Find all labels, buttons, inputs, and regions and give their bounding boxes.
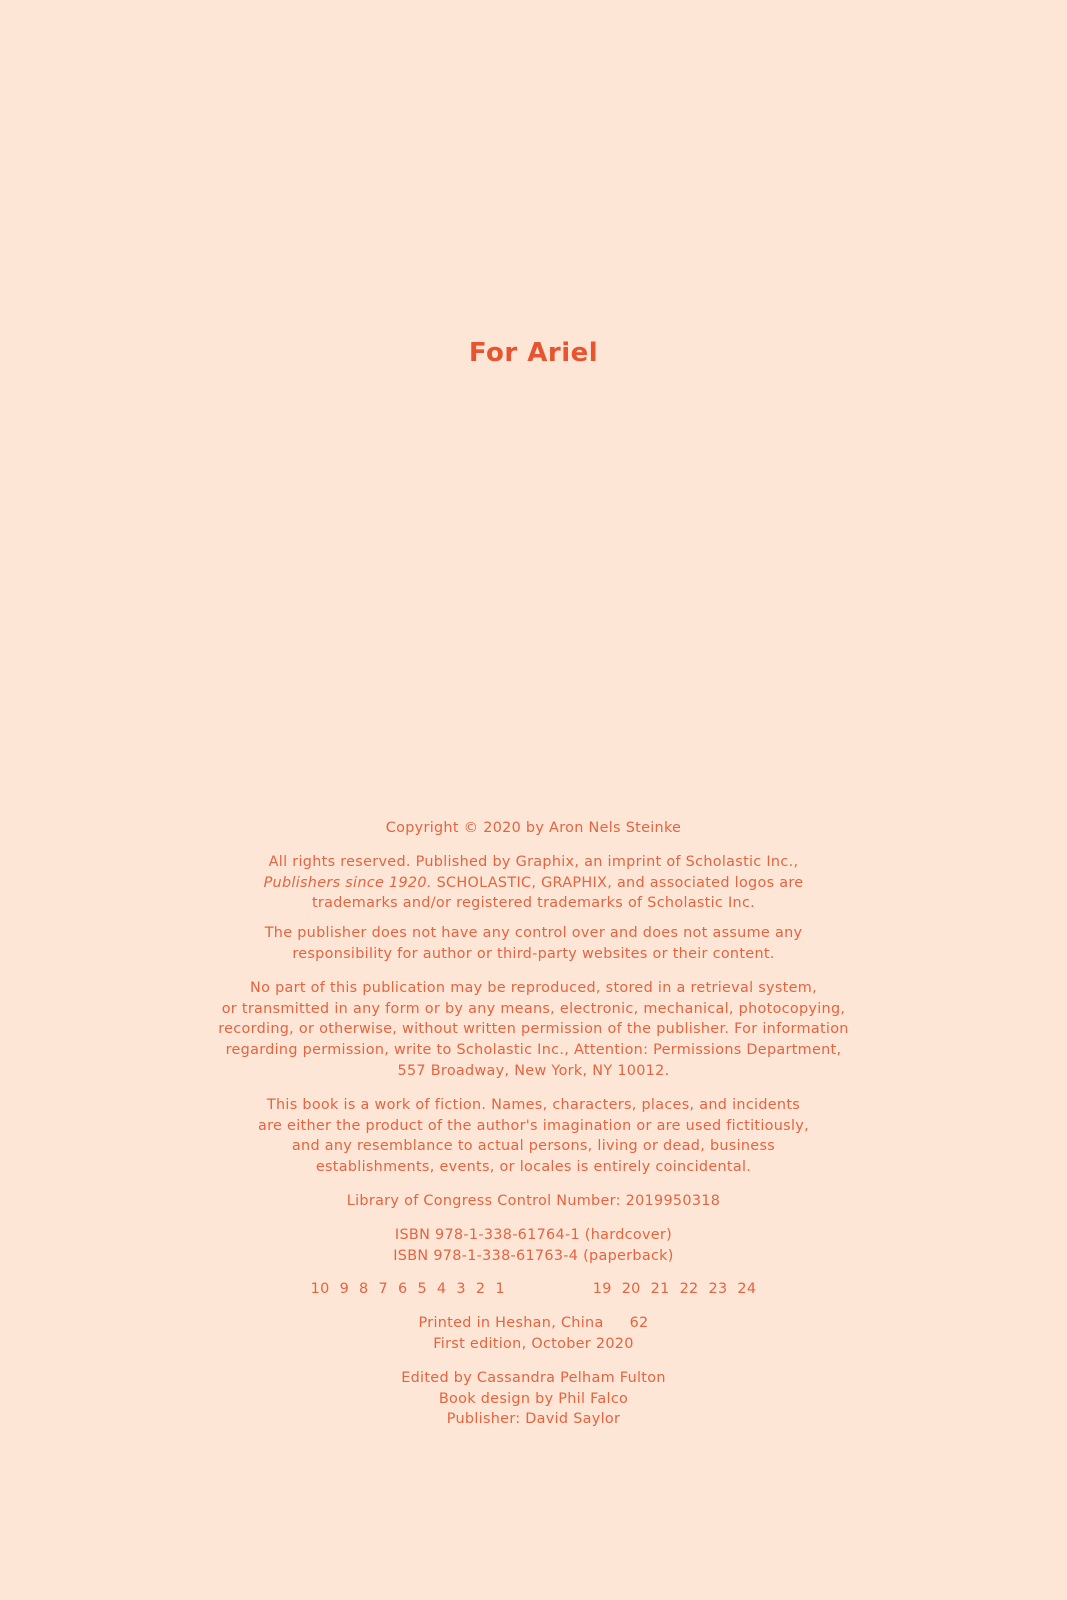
no-part-line: No part of this publication may be reproduced, stored in a retrieval system, [250, 979, 817, 996]
printing-info-paragraph [0, 1313, 1067, 1355]
rights-line-1: All rights reserved. Published by Graphix, an imprint of Scholastic Inc., [268, 853, 799, 870]
rights-line-2-rest: SCHOLASTIC, GRAPHIX, and associated logos are [431, 874, 804, 891]
no-part-line: 557 Broadway, New York, NY 10012. [397, 1062, 670, 1079]
fiction-line: establishments, events, or locales is entirely coincidental. [315, 1159, 752, 1176]
no-part-line: regarding permission, write to Scholastic Inc., Attention: Permissions Department, [225, 1042, 842, 1059]
no-part-line: or transmitted in any form or by any means, electronic, mechanical, photocopying, [221, 1000, 846, 1017]
publisher-notice-paragraph [0, 923, 1067, 965]
copyright-line: Copyright © 2020 by Aron Nels Steinke [385, 820, 682, 836]
design-credit: Book design by Phil Falco [438, 1390, 629, 1407]
editor-credit: Edited by Cassandra Pelham Fulton [401, 1369, 666, 1386]
rights-line-3: trademarks and/or registered trademarks of Scholastic Inc. [311, 895, 756, 912]
printed-code: 62 [629, 1315, 649, 1332]
printing-number: 21 [650, 1281, 670, 1298]
isbn-hardcover: ISBN 978-1-338-61764-1 (hardcover) [394, 1226, 673, 1243]
fiction-line: and any resemblance to actual persons, living or dead, business [291, 1138, 776, 1155]
printing-numbers-left [306, 1279, 510, 1300]
publisher-notice-line: The publisher does not have any control over and does not assume any [264, 925, 803, 942]
printing-number: 3 [456, 1281, 466, 1298]
no-part-paragraph [0, 978, 1067, 1082]
printing-number: 4 [436, 1281, 447, 1298]
printing-number: 8 [359, 1281, 369, 1298]
printing-number: 2 [475, 1281, 486, 1298]
lccn-line: Library of Congress Control Number: 2019950318 [346, 1192, 721, 1209]
printing-number: 6 [397, 1281, 408, 1298]
printed-in: Printed in Heshan, China [418, 1315, 604, 1332]
printing-number: 22 [679, 1281, 699, 1298]
rights-paragraph [0, 852, 1067, 914]
no-part-line: recording, or otherwise, without written permission of the publisher. For information [218, 1021, 849, 1038]
copyright-block [0, 818, 1067, 1440]
printing-number: 7 [378, 1281, 388, 1298]
printing-number: 23 [708, 1281, 728, 1298]
printing-number: 24 [737, 1281, 757, 1298]
fiction-disclaimer-paragraph [0, 1095, 1067, 1178]
printing-number: 20 [621, 1281, 641, 1298]
fiction-line: This book is a work of fiction. Names, characters, places, and incidents [266, 1096, 801, 1113]
isbn-paragraph [0, 1225, 1067, 1267]
credits-paragraph [0, 1368, 1067, 1430]
printing-number: 19 [592, 1281, 612, 1298]
printing-number: 1 [495, 1281, 505, 1298]
printing-number: 9 [339, 1281, 350, 1298]
printing-numbers-right [588, 1279, 762, 1300]
edition-line: First edition, October 2020 [433, 1335, 634, 1352]
printing-number: 10 [310, 1281, 330, 1298]
printed-in-line [0, 1313, 1067, 1334]
printing-number: 5 [417, 1281, 427, 1298]
printing-numbers [0, 1279, 1067, 1300]
isbn-paperback: ISBN 978-1-338-61763-4 (paperback) [393, 1247, 674, 1264]
rights-italic: Publishers since 1920. [263, 874, 432, 891]
rights-line-2 [0, 873, 1067, 894]
publisher-notice-line: responsibility for author or third-party websites or their content. [292, 945, 775, 962]
dedication: For Ariel [468, 338, 599, 368]
publisher-credit: Publisher: David Saylor [446, 1411, 621, 1428]
fiction-line: are either the product of the author's imagination or are used fictitiously, [258, 1117, 809, 1134]
